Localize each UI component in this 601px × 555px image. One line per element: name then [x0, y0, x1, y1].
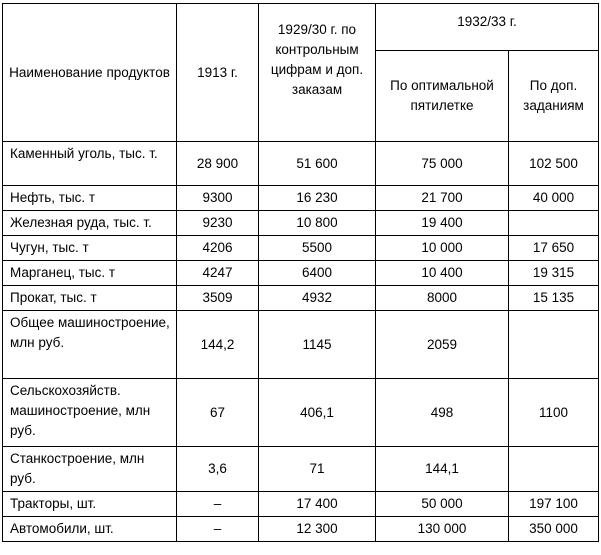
- table-row: [3, 447, 599, 492]
- table-row: [3, 492, 599, 517]
- value-1929-30: 71: [259, 447, 376, 492]
- value-additional: [509, 211, 599, 236]
- table-row: [3, 142, 599, 186]
- value-1913: 4247: [177, 261, 259, 286]
- value-additional: 15 135: [509, 286, 599, 311]
- product-name: Марганец, тыс. т: [3, 261, 177, 286]
- table-row: [3, 517, 599, 542]
- header-additional-tasks: По доп. заданиям: [509, 51, 599, 142]
- value-1913: 67: [177, 379, 259, 447]
- product-name: Автомобили, шт.: [3, 517, 177, 542]
- product-name: Каменный уголь, тыс. т.: [3, 142, 177, 186]
- value-optimal: 10 400: [376, 261, 509, 286]
- value-1913: 3,6: [177, 447, 259, 492]
- value-1929-30: 406,1: [259, 379, 376, 447]
- value-optimal: 50 000: [376, 492, 509, 517]
- product-name: Сельскохозяйств. машиностроение, млн руб.: [3, 379, 177, 447]
- value-additional: 40 000: [509, 186, 599, 211]
- product-name: Тракторы, шт.: [3, 492, 177, 517]
- value-1913: 9300: [177, 186, 259, 211]
- value-optimal: 75 000: [376, 142, 509, 186]
- value-1929-30: 12 300: [259, 517, 376, 542]
- product-name: Чугун, тыс. т: [3, 236, 177, 261]
- header-product-name: Наименование продуктов: [3, 4, 177, 142]
- product-name: Прокат, тыс. т: [3, 286, 177, 311]
- product-name: Общее машиностроение, млн руб.: [3, 311, 177, 379]
- header-1913: 1913 г.: [177, 4, 259, 142]
- value-1913: 9230: [177, 211, 259, 236]
- table-row: [3, 261, 599, 286]
- table-row: [3, 286, 599, 311]
- value-additional: 19 315: [509, 261, 599, 286]
- production-table: [2, 3, 599, 542]
- product-name: Нефть, тыс. т: [3, 186, 177, 211]
- value-1929-30: 17 400: [259, 492, 376, 517]
- value-optimal: 144,1: [376, 447, 509, 492]
- value-additional: 1100: [509, 379, 599, 447]
- value-additional: 350 000: [509, 517, 599, 542]
- value-optimal: 130 000: [376, 517, 509, 542]
- value-1913: 144,2: [177, 311, 259, 379]
- value-1929-30: 1145: [259, 311, 376, 379]
- value-optimal: 21 700: [376, 186, 509, 211]
- value-optimal: 498: [376, 379, 509, 447]
- table-row: [3, 236, 599, 261]
- value-1929-30: 6400: [259, 261, 376, 286]
- value-1929-30: 5500: [259, 236, 376, 261]
- value-optimal: 19 400: [376, 211, 509, 236]
- value-1929-30: 10 800: [259, 211, 376, 236]
- header-1929-30: 1929/30 г. по контрольным цифрам и доп. заказам: [259, 4, 376, 142]
- table-row: [3, 311, 599, 379]
- value-1913: 28 900: [177, 142, 259, 186]
- value-1913: –: [177, 492, 259, 517]
- value-1929-30: 4932: [259, 286, 376, 311]
- value-optimal: 8000: [376, 286, 509, 311]
- value-1913: –: [177, 517, 259, 542]
- value-additional: 102 500: [509, 142, 599, 186]
- value-optimal: 2059: [376, 311, 509, 379]
- table-row: [3, 186, 599, 211]
- header-1932-33: 1932/33 г.: [376, 4, 599, 51]
- value-1929-30: 16 230: [259, 186, 376, 211]
- value-additional: [509, 447, 599, 492]
- value-additional: 17 650: [509, 236, 599, 261]
- table-row: [3, 379, 599, 447]
- table-row: [3, 211, 599, 236]
- value-1913: 4206: [177, 236, 259, 261]
- value-1929-30: 51 600: [259, 142, 376, 186]
- header-optimal-plan: По оптимальной пятилетке: [376, 51, 509, 142]
- value-additional: 197 100: [509, 492, 599, 517]
- value-optimal: 10 000: [376, 236, 509, 261]
- product-name: Станкостроение, млн руб.: [3, 447, 177, 492]
- value-additional: [509, 311, 599, 379]
- product-name: Железная руда, тыс. т.: [3, 211, 177, 236]
- value-1913: 3509: [177, 286, 259, 311]
